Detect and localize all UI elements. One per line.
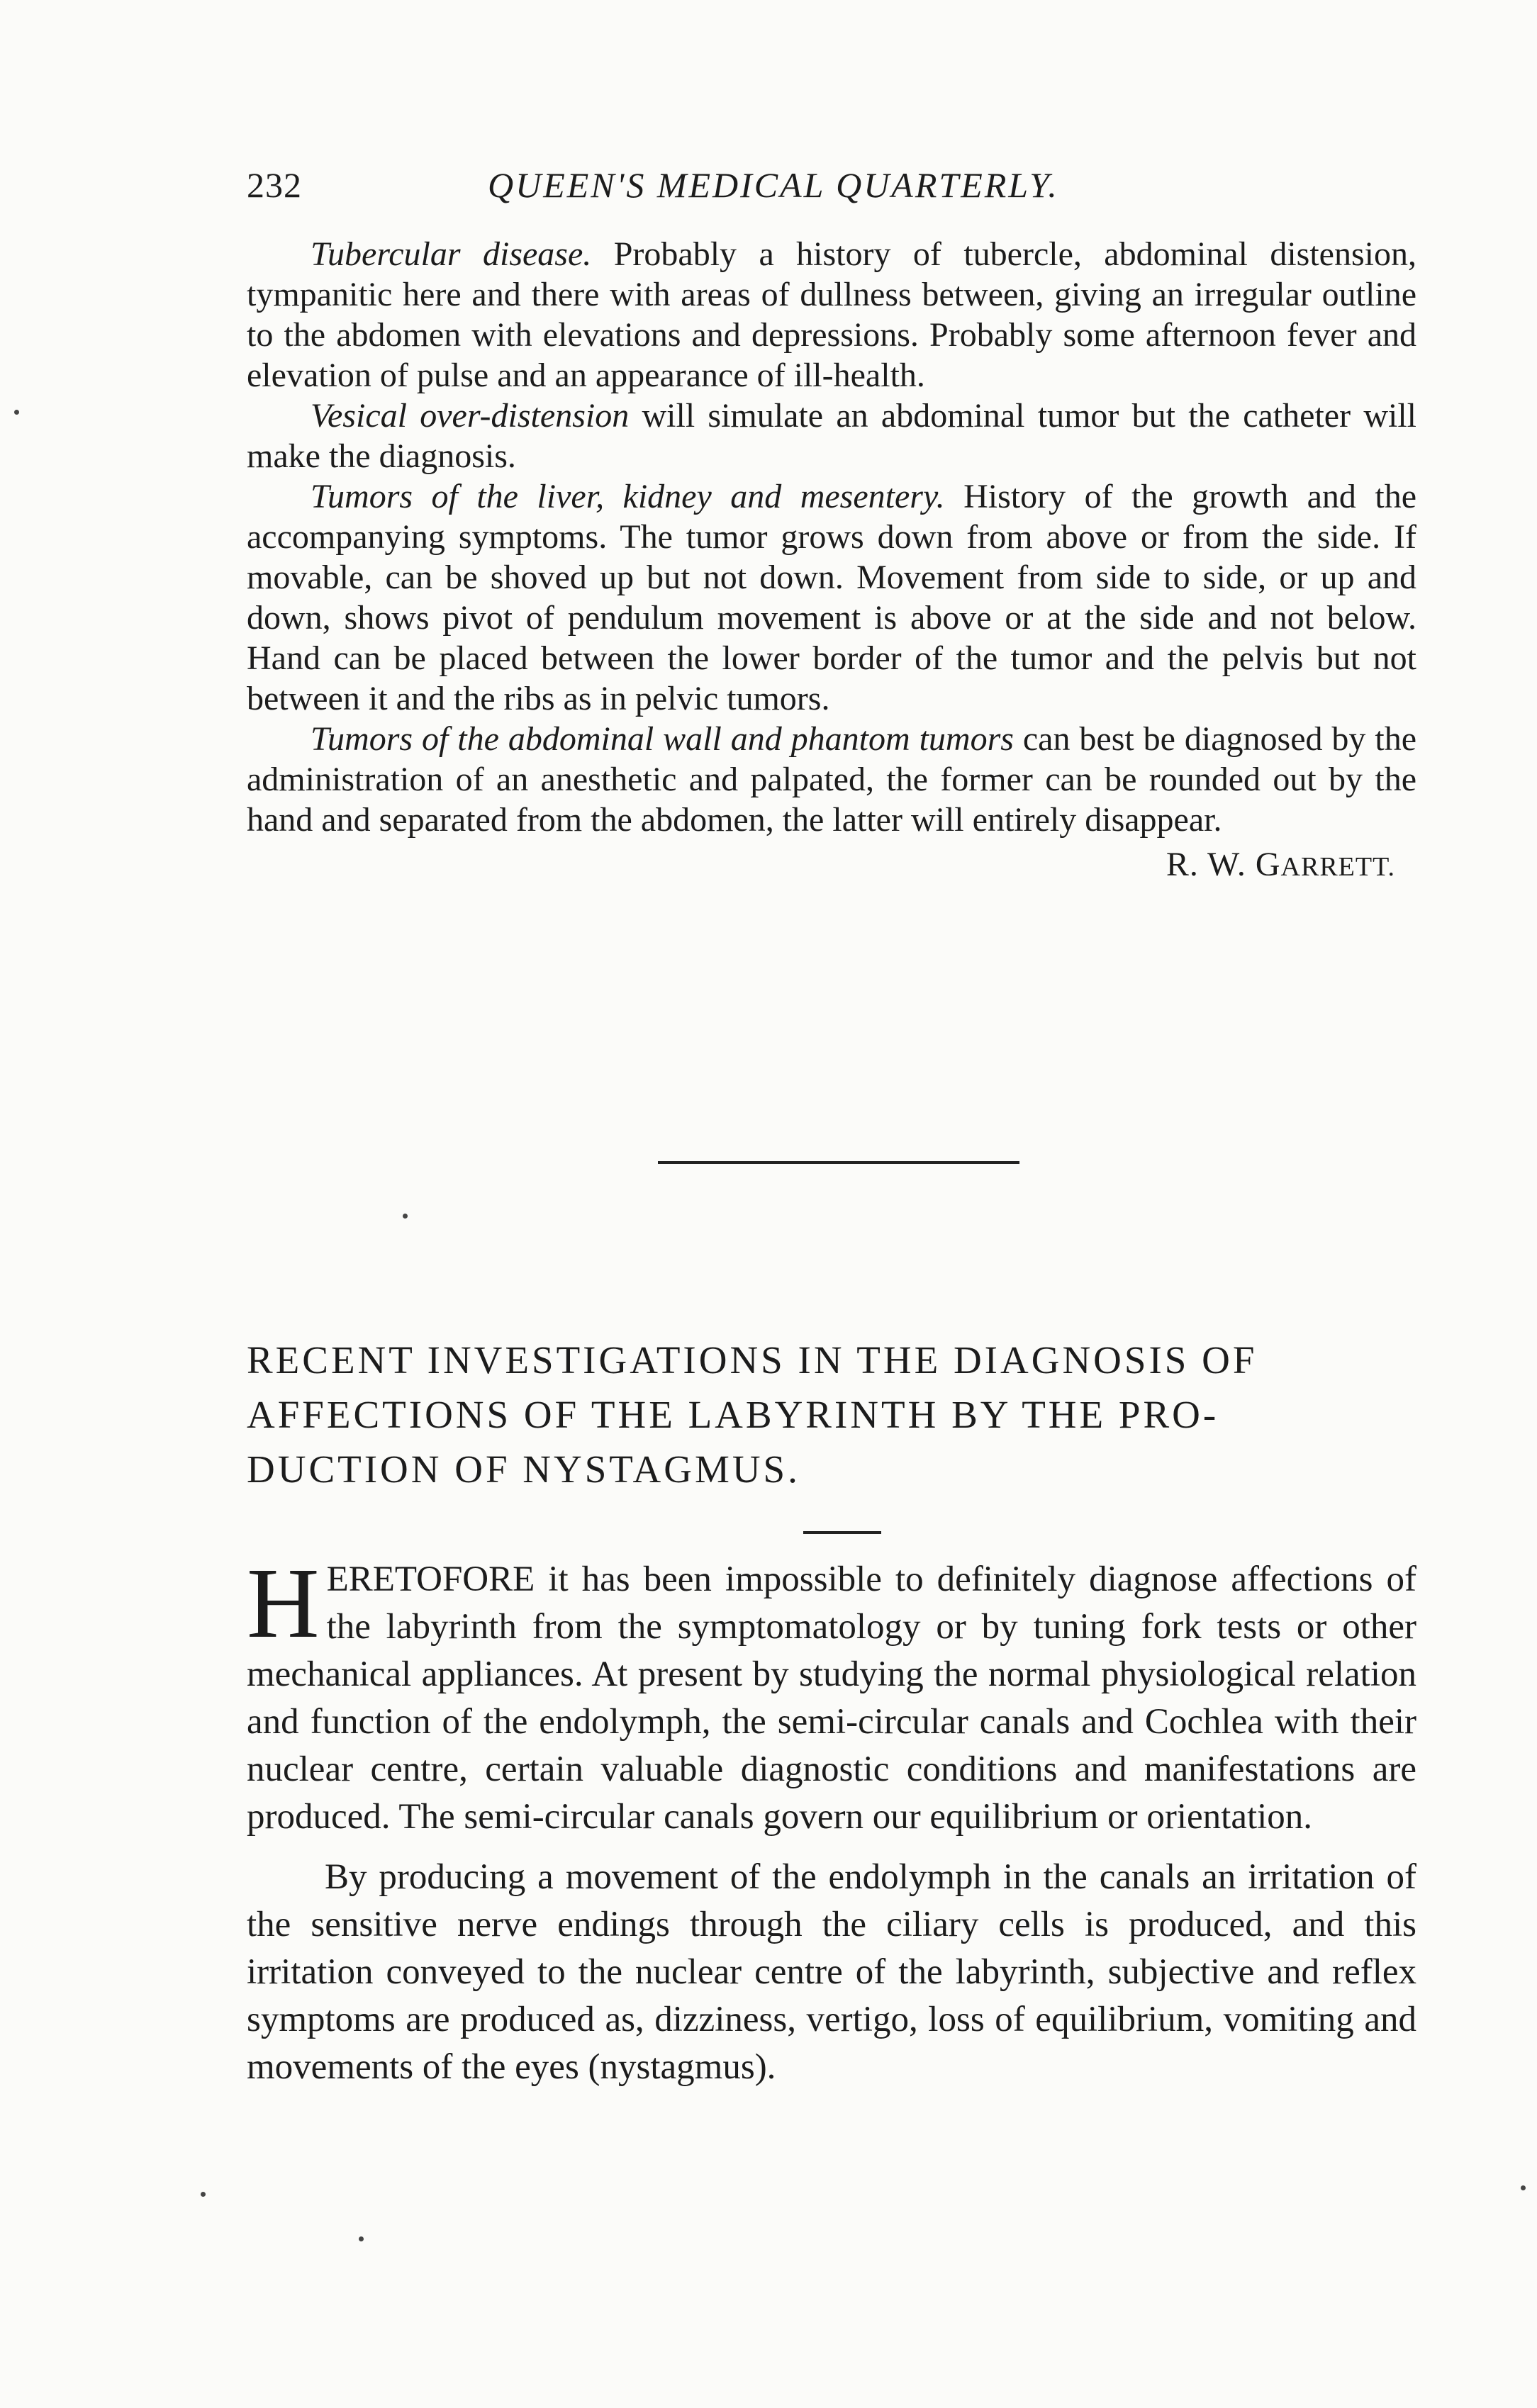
body-paragraph-1 [247,1547,1416,1841]
paragraph-text: can best be diagnosed by the administration of an anesthetic and palpated, the former can be rounded out by the hand and separated from the abdomen, the latter will entirely disappear. [247,720,1417,839]
body-paragraph-2 [247,1854,1416,2091]
paragraph-tumors-abdominal-wall [247,719,1416,840]
paragraph-text: will simulate an abdominal tumor but the catheter will make the diagnosis. [247,397,1417,475]
paragraph-text: By producing a movement of the endolymph in the canals an irritation of the sensitive nerve endings through the ciliary cells is produced, and this irritation conveyed to the nuclear centre of the labyrinth, subjective and reflex symptoms are produced as, dizziness, vertigo, loss of equilibrium, vomiting and movements of the eyes (nystagmus). [247,1857,1416,2087]
paragraph-text: ERETOFORE it has been impossible to definitely diagnose affections of the labyrinth from the symptomatology or by tuning fork tests or other mechanical appliances. At present by studying the normal physiological relation and function of the endolymph, the semi-circular canals and Cochlea with their nuclear centre, certain valuable diagnostic conditions and manifestations are produced. The semi-circular canals govern our equilibrium or orientation. [247,1559,1416,1837]
previous-article-continuation [247,234,1416,887]
page-number: 232 [247,165,302,205]
journal-title: QUEEN'S MEDICAL QUARTERLY. [488,165,1059,205]
print-speck [14,410,19,415]
drop-cap: H [247,1547,320,1659]
title-underline-rule [803,1531,881,1534]
print-speck [1521,2185,1526,2190]
paragraph-label: Tumors of the liver, kidney and mesentery. [311,478,945,515]
section-divider-rule [658,1161,1019,1164]
signature-rest: ARRETT. [1280,852,1395,882]
title-line-3: DUCTION OF NYSTAGMUS. [247,1447,800,1491]
paragraph-tubercular-disease [247,234,1416,396]
paragraph-tumors-liver-kidney [247,476,1416,719]
signature-initials: R. W. G [1166,846,1281,883]
print-speck [403,1214,408,1219]
article-body [247,1547,1416,2091]
title-line-1: RECENT INVESTIGATIONS IN THE DIAGNOSIS OF [247,1338,1258,1382]
paragraph-label: Tubercular disease. [311,235,592,273]
article-title [247,1333,1416,1496]
author-signature [247,844,1416,887]
paragraph-vesical-over-distension [247,396,1416,476]
page [247,0,1416,2408]
paragraph-label: Vesical over-distension [311,397,630,435]
print-speck [201,2192,206,2197]
print-speck [359,2236,364,2241]
paragraph-text: Probably a history of tubercle, abdominal distension, tympanitic here and there with areas of dullness between, giving an irregular outline to the abdomen with elevations and depressions. Probably some afternoon fever and elevation of pulse and an appearance of ill-health. [247,235,1416,394]
paragraph-text: History of the growth and the accompanying symptoms. The tumor grows down from above or from the side. If movable, can be shoved up but not down. Movement from side to side, or up and down, shows pivot of pendulum movement is above or at the side and not below. Hand can be placed between the lower border of the tumor and the pelvis but not between it and the ribs as in pelvic tumors. [247,478,1416,717]
running-head [247,164,1416,221]
paragraph-label: Tumors of the abdominal wall and phantom tumors [311,720,1014,758]
title-line-2: AFFECTIONS OF THE LABYRINTH BY THE PRO- [247,1393,1219,1436]
